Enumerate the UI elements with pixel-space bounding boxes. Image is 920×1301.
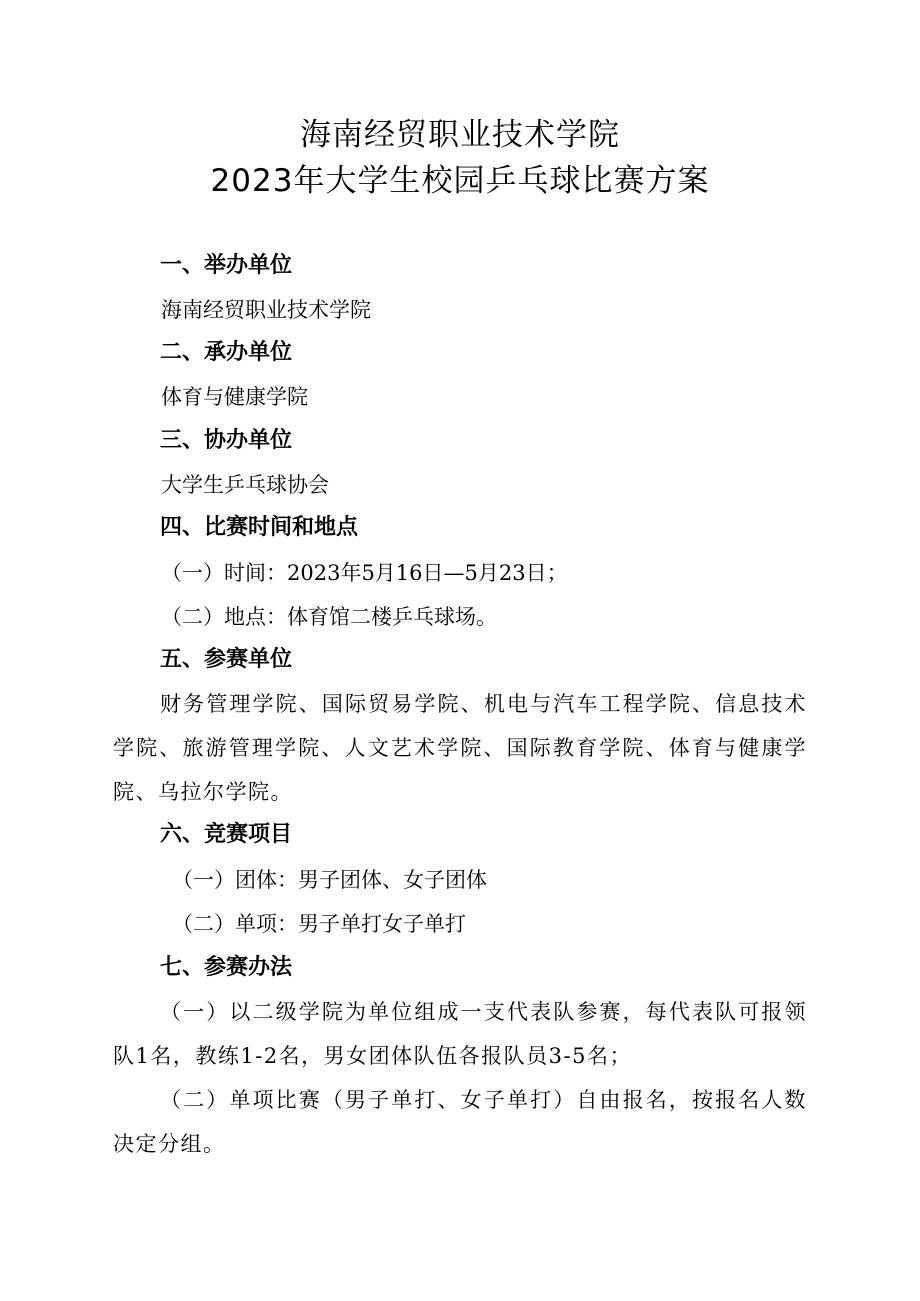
time-line: （一）时间：2023年5月16日—5月23日； bbox=[161, 561, 568, 585]
events-team-line: （一）团体：男子团体、女子团体 bbox=[172, 868, 487, 892]
section-heading-organizer: 一、举办单位 bbox=[160, 253, 293, 278]
section-heading-events: 六、竞赛项目 bbox=[160, 822, 293, 847]
section-heading-method: 七、参赛办法 bbox=[160, 955, 293, 980]
place-line: （二）地点：体育馆二楼乒乓球场。 bbox=[161, 605, 497, 629]
section-heading-co-organizer: 三、协办单位 bbox=[160, 428, 293, 453]
section-heading-time-place: 四、比赛时间和地点 bbox=[160, 515, 359, 540]
method-item-2: （二）单项比赛（男子单打、女子单打）自由报名，按报名人数决定分组。 bbox=[113, 1088, 807, 1156]
section-heading-participants: 五、参赛单位 bbox=[160, 647, 293, 672]
document-title-line1: 海南经贸职业技术学院 bbox=[300, 117, 620, 153]
method-item-1: （一）以二级学院为单位组成一支代表队参赛，每代表队可报领队1名，教练1-2名，男女团体队伍各报队员3-5名； bbox=[113, 1000, 807, 1068]
document-title-line2: 2023年大学生校园乒乓球比赛方案 bbox=[210, 163, 710, 199]
undertaker-content: 体育与健康学院 bbox=[161, 385, 308, 409]
events-single-line: （二）单项：男子单打女子单打 bbox=[172, 912, 466, 936]
co-organizer-content: 大学生乒乓球协会 bbox=[161, 473, 329, 497]
section-heading-undertaker: 二、承办单位 bbox=[160, 340, 293, 365]
organizer-content: 海南经贸职业技术学院 bbox=[161, 298, 371, 322]
participants-paragraph: 财务管理学院、国际贸易学院、机电与汽车工程学院、信息技术学院、旅游管理学院、人文艺术学院、国际教育学院、体育与健康学院、乌拉尔学院。 bbox=[113, 692, 807, 804]
